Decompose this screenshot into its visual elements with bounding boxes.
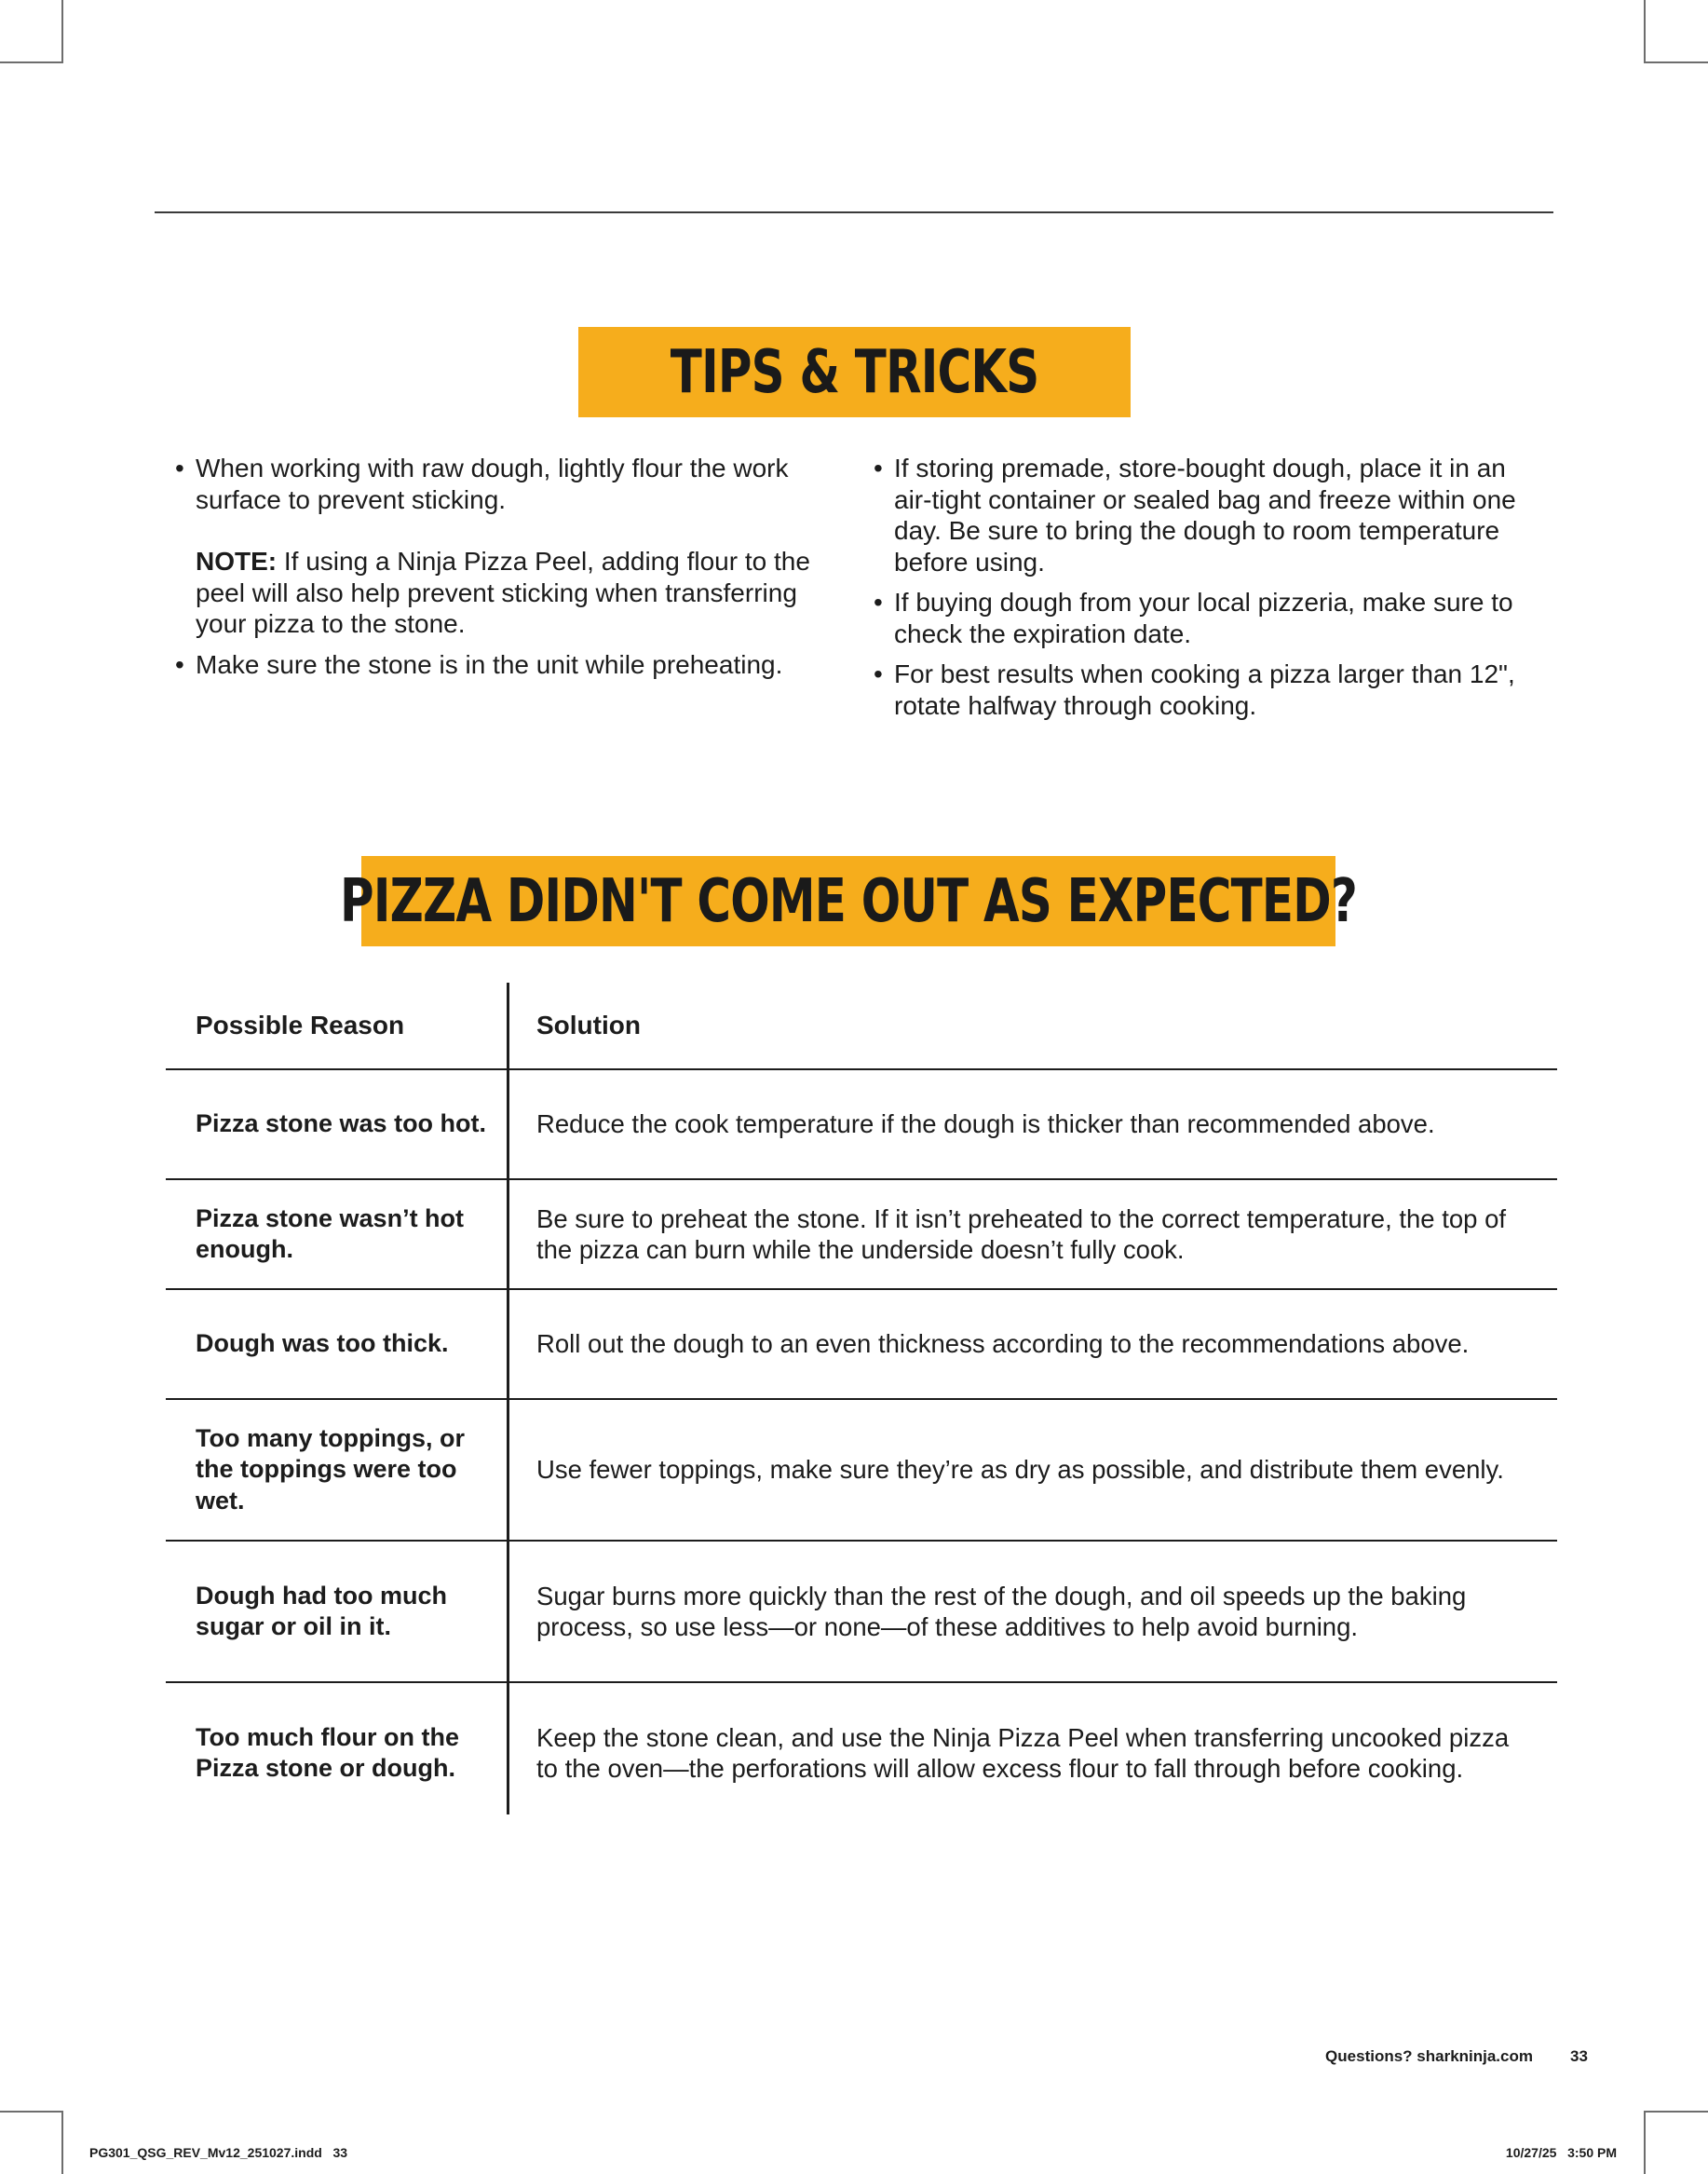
table-row xyxy=(166,1542,1557,1683)
table-row xyxy=(166,1400,1557,1542)
troubleshooting-title: PIZZA DIDN'T COME OUT AS EXPECTED? xyxy=(339,866,1358,936)
note-text: If using a Ninja Pizza Peel, adding flour to the peel will also help prevent sticking when transferring your pizza to the stone. xyxy=(196,547,810,638)
tip-item xyxy=(874,587,1544,649)
troubleshooting-banner xyxy=(339,856,1358,946)
crop-mark xyxy=(0,2111,63,2113)
tip-item xyxy=(874,659,1544,721)
tip-text: If storing premade, store-bought dough, place it in an air-tight container or sealed bag and freeze within one day. Be sure to bring the dough to room temperature before using. xyxy=(894,454,1516,577)
crop-mark xyxy=(1645,61,1708,63)
tip-text: Make sure the stone is in the unit while preheating. xyxy=(196,649,783,679)
crop-mark xyxy=(61,2111,63,2174)
tip-text: If buying dough from your local pizzeria, make sure to check the expiration date. xyxy=(894,588,1513,648)
table-row xyxy=(166,1290,1557,1400)
crop-mark xyxy=(1645,2111,1708,2113)
solution-cell: Sugar burns more quickly than the rest of the dough, and oil speeds up the baking process, so use less—or none—of these additives to help avoid burning. xyxy=(536,1581,1467,1641)
header-solution: Solution xyxy=(536,1011,641,1040)
tips-banner xyxy=(578,327,1131,417)
tips-left-column xyxy=(175,453,827,689)
solution-cell: Roll out the dough to an even thickness according to the recommendations above. xyxy=(536,1329,1470,1359)
tips-right-column xyxy=(874,453,1544,730)
tip-item xyxy=(874,453,1544,577)
file-slug: PG301_QSG_REV_Mv12_251027.indd 33 xyxy=(89,2145,348,2160)
footer-questions-link: Questions? sharkninja.com xyxy=(1325,2047,1533,2065)
solution-cell: Be sure to preheat the stone. If it isn’t preheated to the correct temperature, the top of the pizza can burn while the underside doesn’t fully cook. xyxy=(536,1203,1507,1264)
table-row xyxy=(166,1180,1557,1290)
tip-item xyxy=(175,453,827,640)
header-rule xyxy=(155,211,1553,213)
troubleshooting-table xyxy=(166,983,1557,1823)
reason-cell: Too much flour on the Pizza stone or dough. xyxy=(196,1722,459,1782)
tips-title: TIPS & TRICKS xyxy=(670,337,1039,407)
crop-mark xyxy=(1644,0,1646,63)
crop-mark xyxy=(61,0,63,63)
header-reason: Possible Reason xyxy=(196,1011,405,1040)
reason-cell: Dough was too thick. xyxy=(196,1329,449,1358)
reason-cell: Pizza stone was too hot. xyxy=(196,1109,487,1138)
reason-cell: Pizza stone wasn’t hot enough. xyxy=(196,1203,465,1263)
table-row xyxy=(166,1683,1557,1823)
crop-mark xyxy=(1644,2111,1646,2174)
crop-mark xyxy=(0,61,63,63)
tip-note xyxy=(196,546,827,640)
page-number: 33 xyxy=(1570,2047,1588,2065)
reason-cell: Dough had too much sugar or oil in it. xyxy=(196,1581,447,1640)
table-row xyxy=(166,1070,1557,1180)
solution-cell: Keep the stone clean, and use the Ninja Pizza Peel when transferring uncooked pizza to the oven—the perforations will allow excess flour to fall through before cooking. xyxy=(536,1722,1510,1783)
tip-item xyxy=(175,649,827,681)
solution-cell: Use fewer toppings, make sure they’re as dry as possible, and distribute them evenly. xyxy=(536,1455,1504,1485)
table-header-row xyxy=(166,983,1557,1070)
date-slug: 10/27/25 3:50 PM xyxy=(1505,2145,1617,2160)
tip-text: For best results when cooking a pizza larger than 12", rotate halfway through cooking. xyxy=(894,659,1515,720)
note-label: NOTE: xyxy=(196,547,278,576)
tip-text: When working with raw dough, lightly flour the work surface to prevent sticking. xyxy=(196,454,789,514)
reason-cell: Too many toppings, or the toppings were too wet. xyxy=(196,1423,465,1515)
solution-cell: Reduce the cook temperature if the dough is thicker than recommended above. xyxy=(536,1109,1435,1139)
